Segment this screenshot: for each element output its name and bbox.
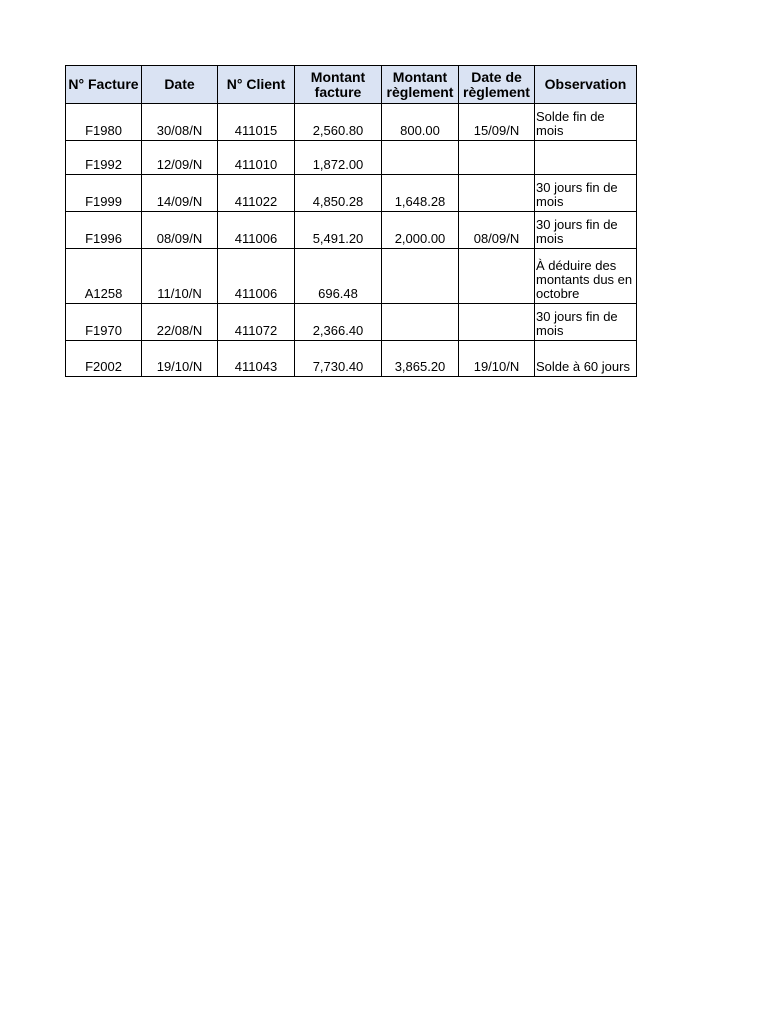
cell-invoice: F1996 <box>66 212 142 249</box>
cell-payment <box>382 141 459 175</box>
cell-amount: 1,872.00 <box>295 141 382 175</box>
cell-client: 411010 <box>218 141 295 175</box>
cell-invoice: F1970 <box>66 304 142 341</box>
cell-payment-date: 08/09/N <box>459 212 535 249</box>
header-payment-date-line1: Date de <box>471 68 522 85</box>
table-row <box>66 304 637 341</box>
cell-date: 30/08/N <box>142 104 218 141</box>
cell-payment-date <box>459 304 535 341</box>
cell-payment: 2,000.00 <box>382 212 459 249</box>
cell-date: 14/09/N <box>142 175 218 212</box>
cell-amount: 696.48 <box>295 249 382 304</box>
cell-payment: 800.00 <box>382 104 459 141</box>
header-payment <box>382 66 459 104</box>
cell-observation: 30 jours fin de mois <box>535 175 637 212</box>
cell-client: 411006 <box>218 212 295 249</box>
cell-payment-date: 15/09/N <box>459 104 535 141</box>
header-client-no: N° Client <box>218 66 295 104</box>
header-payment-line1: Montant <box>392 68 448 85</box>
cell-observation: Solde à 60 jours <box>535 341 637 377</box>
cell-observation: À déduire des montants dus en octobre <box>535 249 637 304</box>
cell-payment: 3,865.20 <box>382 341 459 377</box>
cell-amount: 2,366.40 <box>295 304 382 341</box>
cell-client: 411015 <box>218 104 295 141</box>
cell-client: 411043 <box>218 341 295 377</box>
cell-invoice: F1999 <box>66 175 142 212</box>
cell-date: 12/09/N <box>142 141 218 175</box>
cell-date: 22/08/N <box>142 304 218 341</box>
cell-observation: 30 jours fin de mois <box>535 212 637 249</box>
table-row <box>66 212 637 249</box>
table-row <box>66 175 637 212</box>
cell-payment-date <box>459 175 535 212</box>
header-amount <box>295 66 382 104</box>
header-payment-date-line2: règlement <box>463 83 530 100</box>
table-row <box>66 341 637 377</box>
cell-invoice: F1992 <box>66 141 142 175</box>
cell-amount: 2,560.80 <box>295 104 382 141</box>
cell-invoice: A1258 <box>66 249 142 304</box>
header-payment-line2: règlement <box>386 83 454 100</box>
cell-invoice: F1980 <box>66 104 142 141</box>
cell-payment <box>382 304 459 341</box>
cell-payment-date <box>459 249 535 304</box>
cell-payment <box>382 249 459 304</box>
table-row <box>66 104 637 141</box>
cell-client: 411006 <box>218 249 295 304</box>
cell-amount: 5,491.20 <box>295 212 382 249</box>
cell-amount: 4,850.28 <box>295 175 382 212</box>
header-invoice-no: N° Facture <box>66 66 142 104</box>
header-payment-date <box>459 66 535 104</box>
table-header-row <box>66 66 637 104</box>
header-observation: Observation <box>535 66 637 104</box>
table-row <box>66 249 637 304</box>
table-row <box>66 141 637 175</box>
cell-payment-date <box>459 141 535 175</box>
invoice-table <box>65 65 637 377</box>
cell-client: 411072 <box>218 304 295 341</box>
cell-observation: 30 jours fin de mois <box>535 304 637 341</box>
cell-payment-date: 19/10/N <box>459 341 535 377</box>
cell-observation <box>535 141 637 175</box>
header-amount-line2: facture <box>314 83 362 100</box>
cell-amount: 7,730.40 <box>295 341 382 377</box>
header-date: Date <box>142 66 218 104</box>
cell-date: 11/10/N <box>142 249 218 304</box>
header-amount-line1: Montant <box>310 68 366 85</box>
cell-date: 08/09/N <box>142 212 218 249</box>
cell-client: 411022 <box>218 175 295 212</box>
cell-invoice: F2002 <box>66 341 142 377</box>
cell-date: 19/10/N <box>142 341 218 377</box>
cell-payment: 1,648.28 <box>382 175 459 212</box>
cell-observation: Solde fin de mois <box>535 104 637 141</box>
